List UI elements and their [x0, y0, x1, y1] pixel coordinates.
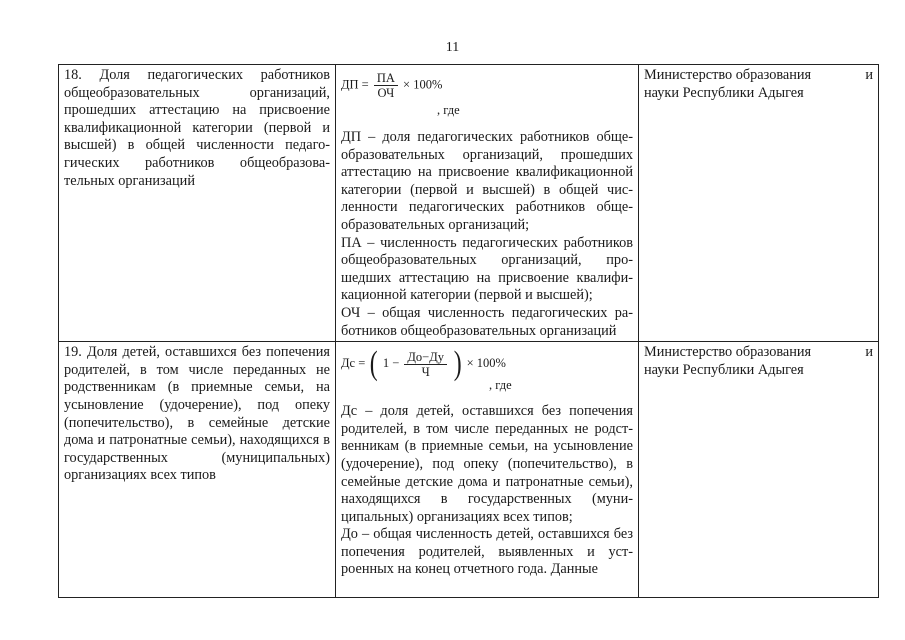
- responsible-cell: [639, 65, 879, 342]
- responsible-line: [644, 67, 873, 85]
- indicator-text: 19. Доля детей, оставшихся без попечения родителей, в том числе переданных не родственникам (в приемные семьи, на усыновление (удочерение), под опеку (попечительство), в семейные детские дома и патронатные семьи), находящихся в государственных (муниципальных) организациях всех типов: [64, 344, 330, 484]
- formula-multiplier: × 100%: [466, 356, 506, 370]
- responsible-text: и: [865, 67, 873, 83]
- formula-fraction: [374, 71, 398, 100]
- formula-fraction: [404, 350, 447, 379]
- formula-cell: [336, 65, 639, 342]
- formula-lhs: Дс =: [341, 356, 366, 370]
- formula-ds: [341, 344, 633, 403]
- definition-paragraph: ОЧ – общая численность педагогических работников общеобразовательных организаций: [341, 304, 633, 339]
- formula-dp: [341, 67, 633, 129]
- formula-paren-open: (: [370, 345, 379, 383]
- formula-numerator: ПА: [374, 71, 398, 86]
- indicator-text: 18. Доля педагогических работников общеобразовательных организаций, прошедших аттестацию на присвоение квалификационной категории (первой и высшей) в общей численности педагогических работников общеобразовательных организаций: [64, 67, 330, 189]
- responsible-line: науки Республики Адыгея: [644, 84, 804, 101]
- responsible-text: Министерство образования: [644, 344, 812, 361]
- page-number: 11: [445, 40, 460, 55]
- formula-denominator: Ч: [421, 364, 430, 379]
- responsible-line: [644, 344, 873, 362]
- formula-lhs: ДП =: [341, 77, 369, 92]
- responsible-cell: [639, 342, 879, 598]
- indicators-table: [58, 64, 879, 598]
- indicator-cell: [59, 342, 336, 598]
- formula-cell: [336, 342, 639, 598]
- formula-multiplier: × 100%: [403, 77, 443, 92]
- definition-paragraph: До – общая численность детей, оставшихся без попечения родителей, выявленных и устроенных на конец отчетного года. Данные: [341, 526, 633, 578]
- formula-denominator: ОЧ: [377, 86, 395, 100]
- responsible-text: и: [865, 344, 873, 361]
- indicator-cell: [59, 65, 336, 342]
- table-row: [59, 65, 879, 342]
- formula-suffix: , где: [489, 378, 512, 393]
- formula-one-minus: 1 −: [382, 356, 400, 370]
- formula-numerator: До−Ду: [404, 350, 447, 365]
- table-row: [59, 342, 879, 598]
- formula-paren-close: ): [453, 345, 462, 383]
- definition-paragraph: ПА – численность педагогических работников общеобразовательных организаций, прошедших аттестацию на присвоение квалификационной категории (первой и высшей);: [341, 234, 633, 304]
- responsible-line: науки Республики Адыгея: [644, 361, 804, 378]
- definition-paragraph: Дс – доля детей, оставшихся без попечения родителей, в том числе переданных не родственникам (в приемные семьи, на усыновление (удочерение), под опеку (попечительство), в семейные детские дома и патронатные семьи), находящихся в государственных (муниципальных) организациях всех типов;: [341, 403, 633, 525]
- responsible-text: Министерство образования: [644, 67, 812, 83]
- formula-suffix: , где: [437, 103, 460, 117]
- definition-paragraph: ДП – доля педагогических работников общеобразовательных организаций, прошедших аттестацию на присвоение квалификационной категории (первой и высшей) в общей численности педагогических работников общеобразовательных организаций;: [341, 129, 633, 233]
